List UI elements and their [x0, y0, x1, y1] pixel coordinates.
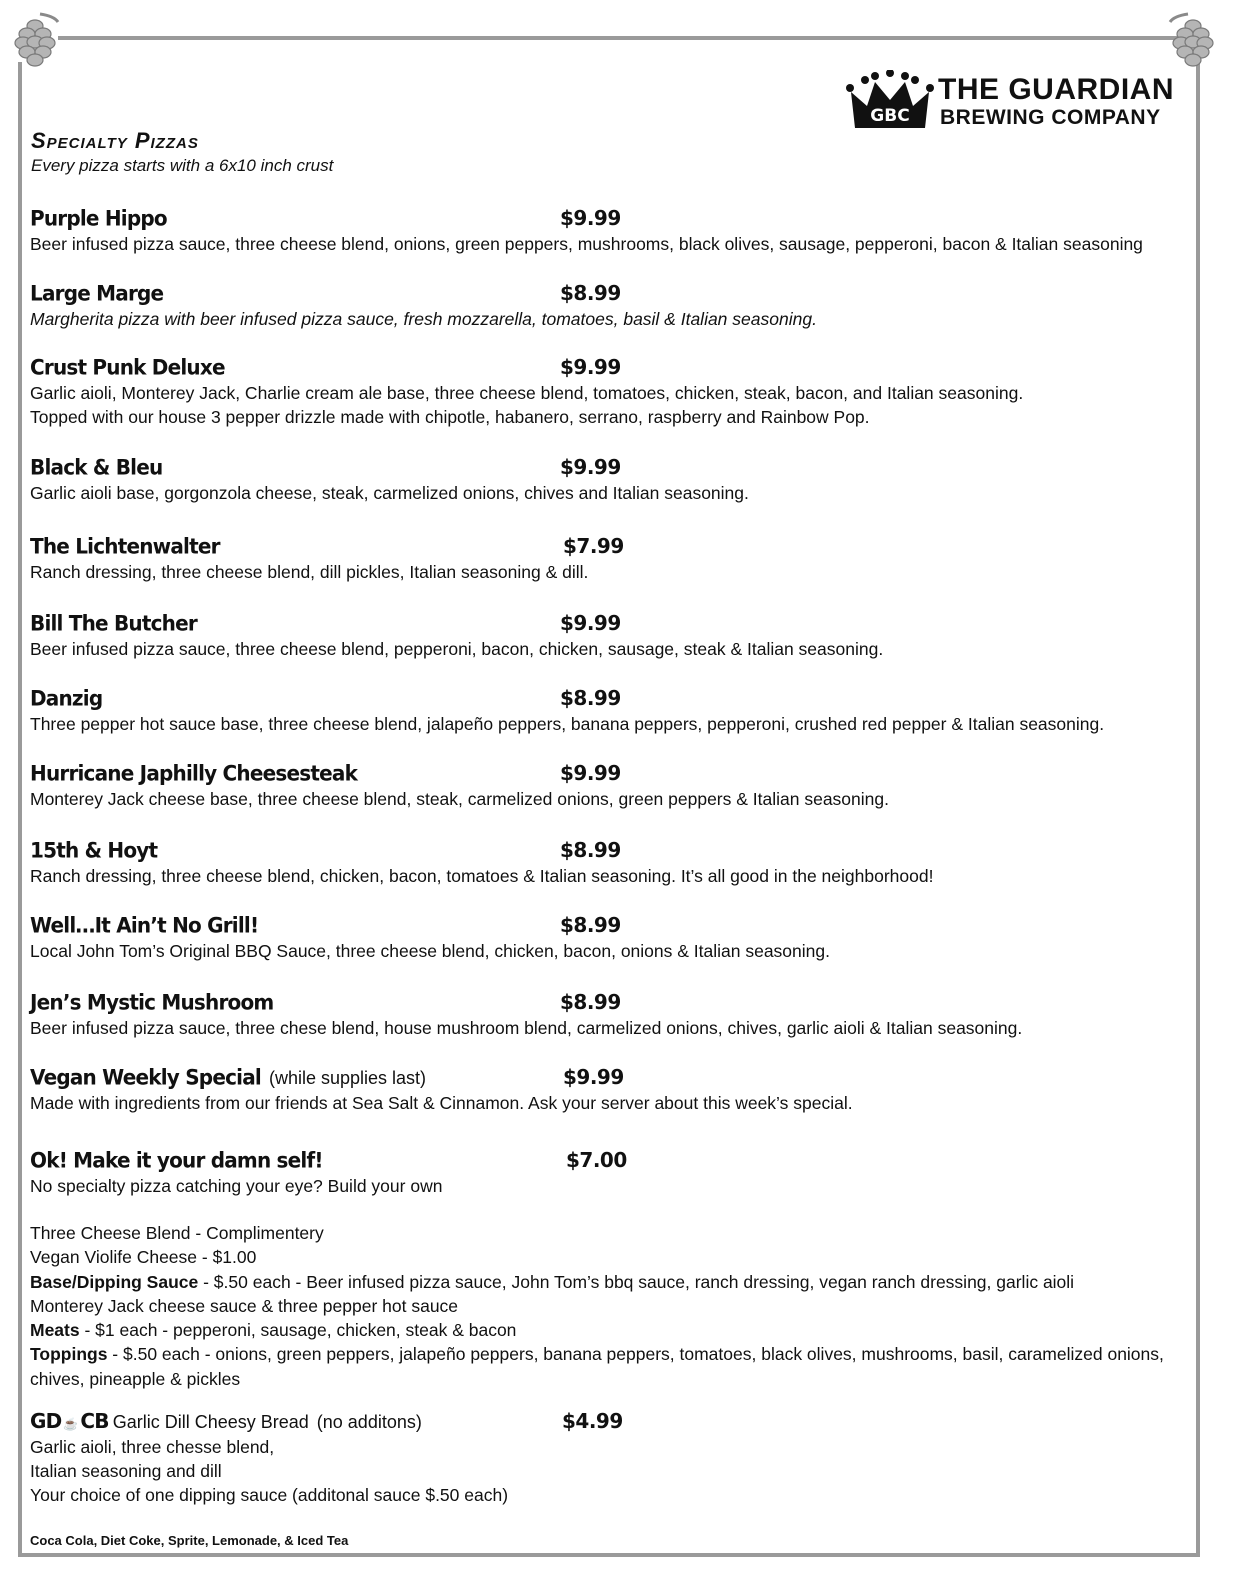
item-description: Garlic aioli, Monterey Jack, Charlie cream ale base, three cheese blend, tomatoes, chicken, steak, bacon, and Italian seasoning.: [30, 383, 1024, 403]
item-description: Beer infused pizza sauce, three cheese blend, pepperoni, bacon, chicken, sausage, steak & Italian seasoning.: [30, 639, 884, 659]
item-name: Jen’s Mystic Mushroom: [30, 989, 274, 1015]
item-description: Ranch dressing, three cheese blend, chicken, bacon, tomatoes & Italian seasoning. It’s all good in the neighborhood!: [30, 866, 934, 886]
item-note: (no additons): [316, 1412, 422, 1432]
menu-item: [30, 455, 1180, 505]
crown-icon: [845, 70, 935, 132]
frame-right-border: [1196, 62, 1200, 1557]
menu-item: [30, 686, 1180, 736]
menu-item: [30, 355, 1180, 429]
item-price: $4.99: [562, 1409, 623, 1433]
base-sauce-line-2: Monterey Jack cheese sauce & three pepper hot sauce: [30, 1295, 459, 1316]
section-subtitle: Every pizza starts with a 6x10 inch crust: [31, 156, 334, 175]
item-description: Made with ingredients from our friends at Sea Salt & Cinnamon. Ask your server about this week’s special.: [30, 1093, 853, 1113]
menu-item: [30, 913, 1180, 963]
frame-left-border: [18, 62, 22, 1557]
frame-top-border: [58, 36, 1178, 40]
item-description: Monterey Jack cheese base, three cheese blend, steak, carmelized onions, green peppers & Italian seasoning.: [30, 789, 889, 809]
cheese-option: Vegan Violife Cheese - $1.00: [30, 1247, 257, 1268]
item-name: Ok! Make it your damn self!: [30, 1147, 323, 1173]
toppings-text: - $.50 each - onions, green peppers, jalapeño peppers, banana peppers, tomatoes, black olives, mushrooms, basil, caramelized onions,: [107, 1344, 1164, 1365]
item-name: Large Marge: [30, 280, 164, 306]
item-price: $9.99: [560, 355, 621, 379]
toppings-line-2: chives, pineapple & pickles: [30, 1368, 241, 1389]
menu-item: [30, 990, 1180, 1040]
item-price: $8.99: [560, 686, 621, 710]
item-name: Vegan Weekly Special: [30, 1064, 261, 1090]
frame-bottom-border: [18, 1553, 1200, 1557]
brand-name-line1: THE GUARDIAN: [938, 73, 1174, 106]
item-price: $8.99: [560, 990, 621, 1014]
section-title: Specialty Pizzas: [31, 128, 199, 153]
beer-mug-icon: ☕: [63, 1417, 79, 1431]
item-description: Three pepper hot sauce base, three cheese blend, jalapeño peppers, banana peppers, pepperoni, crushed red pepper & Italian seasoning.: [30, 714, 1105, 734]
item-price: $9.99: [560, 455, 621, 479]
menu-item: [30, 281, 1180, 331]
menu-item: [30, 206, 1180, 256]
item-note: (while supplies last): [268, 1068, 427, 1088]
item-code: GD: [30, 1409, 62, 1433]
item-name: 15th & Hoyt: [30, 837, 158, 863]
hop-icon: [1168, 12, 1218, 68]
item-description: Garlic aioli base, gorgonzola cheese, steak, carmelized onions, chives and Italian seasoning.: [30, 483, 749, 503]
item-price: $8.99: [560, 281, 621, 305]
base-sauce-label: Base/Dipping Sauce: [30, 1271, 199, 1292]
menu-item: [30, 1148, 1180, 1198]
meats-text: - $1 each - pepperoni, sausage, chicken, steak & bacon: [79, 1320, 517, 1341]
item-name: Purple Hippo: [30, 205, 167, 231]
item-name: Bill The Butcher: [30, 610, 197, 636]
item-description: Beer infused pizza sauce, three chese blend, house mushroom blend, carmelized onions, chives, garlic aioli & Italian seasoning.: [30, 1018, 1023, 1038]
item-name: The Lichtenwalter: [30, 533, 220, 559]
item-description: Margherita pizza with beer infused pizza sauce, fresh mozzarella, tomatoes, basil & Italian seasoning.: [30, 309, 817, 329]
item-name: Hurricane Japhilly Cheesesteak: [30, 760, 358, 786]
cheesy-bread-item: [30, 1409, 1180, 1507]
item-code: CB: [80, 1409, 109, 1433]
item-price: $7.00: [566, 1148, 627, 1172]
item-price: $8.99: [560, 838, 621, 862]
item-price: $9.99: [560, 206, 621, 230]
item-name: Garlic Dill Cheesy Bread: [112, 1412, 309, 1432]
base-sauce-line: [30, 1270, 1180, 1294]
item-name: Crust Punk Deluxe: [30, 354, 225, 380]
item-price: $9.99: [563, 1065, 624, 1089]
item-price: $7.99: [563, 534, 624, 558]
item-description: Italian seasoning and dill: [30, 1461, 222, 1481]
hop-icon: [10, 12, 60, 68]
brand-logo: [845, 70, 1190, 134]
item-description: Beer infused pizza sauce, three cheese blend, onions, green peppers, mushrooms, black olives, sausage, pepperoni, bacon & Italian seasoning: [30, 234, 1143, 254]
item-description: Local John Tom’s Original BBQ Sauce, three cheese blend, chicken, bacon, onions & Italian seasoning.: [30, 941, 830, 961]
meats-label: Meats: [30, 1320, 80, 1341]
menu-item: [30, 838, 1180, 888]
item-description: Ranch dressing, three cheese blend, dill pickles, Italian seasoning & dill.: [30, 562, 589, 582]
brand-name-line2: BREWING COMPANY: [940, 106, 1161, 129]
item-description: Your choice of one dipping sauce (additonal sauce $.50 each): [30, 1485, 509, 1505]
item-price: $8.99: [560, 913, 621, 937]
drinks-list: Coca Cola, Diet Coke, Sprite, Lemonade, & Iced Tea: [30, 1533, 349, 1548]
menu-item: [30, 1065, 1180, 1115]
item-price: $9.99: [560, 611, 621, 635]
base-sauce-text: - $.50 each - Beer infused pizza sauce, John Tom’s bbq sauce, ranch dressing, vegan ranch dressing, garlic aioli: [198, 1271, 1075, 1292]
toppings-label: Toppings: [30, 1344, 108, 1365]
item-price: $9.99: [560, 761, 621, 785]
item-description: Garlic aioli, three chesse blend,: [30, 1437, 275, 1457]
item-name: Well…It Ain’t No Grill!: [30, 912, 259, 938]
build-your-own-options: [30, 1221, 1180, 1391]
logo-monogram: GBC: [870, 106, 910, 126]
menu-item: [30, 611, 1180, 661]
item-name: Danzig: [30, 685, 103, 711]
menu-item: [30, 761, 1180, 811]
toppings-line: [30, 1342, 1180, 1366]
item-name: Black & Bleu: [30, 454, 163, 480]
menu-item: [30, 534, 1180, 584]
meats-line: [30, 1318, 1180, 1342]
item-description: No specialty pizza catching your eye? Build your own: [30, 1176, 443, 1196]
item-description: Topped with our house 3 pepper drizzle made with chipotle, habanero, serrano, raspberry and Rainbow Pop.: [30, 407, 870, 427]
cheese-option: Three Cheese Blend - Complimentery: [30, 1223, 324, 1243]
